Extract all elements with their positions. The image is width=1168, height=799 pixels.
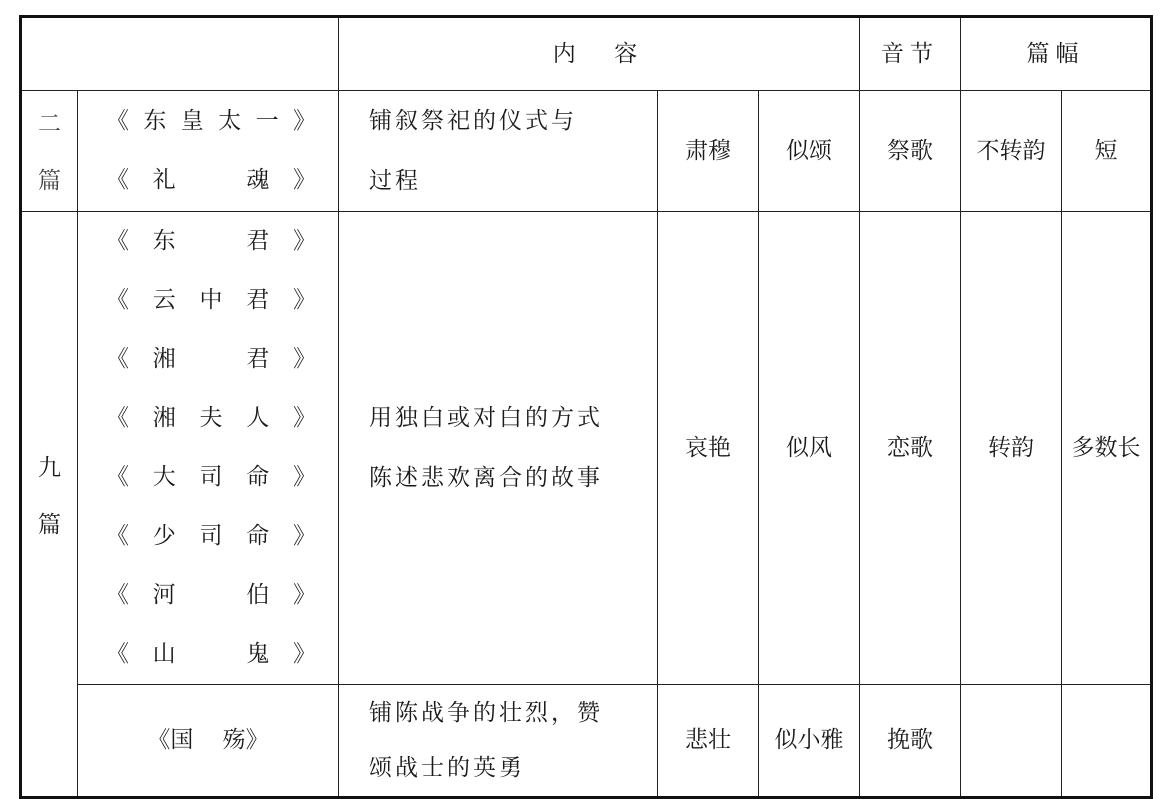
title-char: 河 (152, 582, 176, 608)
title-char: 君 (246, 346, 270, 372)
title-char: 礼 (152, 167, 176, 193)
length-guoshang (1062, 685, 1152, 798)
content-nine (339, 212, 658, 685)
title-char: 东 (152, 228, 176, 254)
header-rhythm: 音节 (860, 17, 961, 91)
content-line: 过程 (369, 167, 421, 194)
header-length: 篇幅 (961, 17, 1152, 91)
header-row (21, 17, 1152, 91)
open-bracket: 《 (106, 641, 129, 667)
content-two (339, 91, 658, 212)
content-line: 颂战士的英勇 (369, 754, 525, 781)
work-title (78, 212, 338, 271)
title-char: 大 (152, 464, 176, 490)
song-two: 祭歌 (860, 91, 961, 212)
title-char: 山 (152, 641, 176, 667)
mood-guoshang: 悲壮 (658, 685, 759, 798)
group-label-nine (21, 212, 78, 798)
open-bracket: 《 (106, 108, 129, 134)
work-title (78, 566, 338, 625)
style-two: 似颂 (759, 91, 860, 212)
work-title (78, 507, 338, 566)
close-bracket: 》 (292, 346, 316, 372)
rhyme-nine: 转韵 (961, 212, 1062, 685)
work-title (78, 389, 338, 448)
title-char: 中 (199, 287, 223, 313)
title-char: 命 (246, 464, 270, 490)
work-title (78, 92, 338, 151)
open-bracket: 《 (106, 346, 129, 372)
open-bracket: 《 (106, 405, 129, 431)
rhyme-guoshang (961, 685, 1062, 798)
row-nine-pieces (21, 212, 1152, 685)
title-char: 湘 (152, 405, 176, 431)
header-empty-cell (21, 17, 339, 91)
title-char: 太 (218, 108, 242, 134)
label-char: 篇 (38, 168, 61, 194)
mood-two: 肃穆 (658, 91, 759, 212)
close-bracket: 》 (292, 582, 316, 608)
group-label-two (21, 91, 78, 212)
label-char: 篇 (38, 512, 61, 538)
work-title (78, 330, 338, 389)
close-bracket: 》 (293, 287, 316, 313)
open-bracket: 《 (106, 167, 129, 193)
title-char: 皇 (180, 108, 204, 134)
close-bracket: 》 (293, 523, 316, 549)
close-bracket: 》 (292, 228, 316, 254)
works-nine (78, 212, 339, 685)
title-char: 君 (246, 228, 270, 254)
works-two (78, 91, 339, 212)
title-char: 夫 (199, 405, 223, 431)
work-title (78, 151, 338, 210)
work-title (78, 448, 338, 507)
table-wrapper (19, 15, 1153, 799)
mood-nine: 哀艳 (658, 212, 759, 685)
open-bracket: 《 (106, 523, 129, 549)
content-line: 用独白或对白的方式 (369, 404, 603, 431)
close-bracket: 》 (292, 108, 316, 134)
title-char: 君 (246, 287, 270, 313)
label-char: 二 (38, 111, 61, 137)
title-char: 少 (152, 523, 176, 549)
rhyme-two: 不转韵 (961, 91, 1062, 212)
content-guoshang (339, 685, 658, 798)
close-bracket: 》 (292, 641, 316, 667)
row-two-pieces (21, 91, 1152, 212)
chuci-comparison-table (19, 15, 1153, 799)
title-char: 司 (199, 464, 223, 490)
title-char: 伯 (246, 582, 270, 608)
length-nine: 多数长 (1062, 212, 1152, 685)
open-bracket: 《 (106, 464, 129, 490)
title-char: 云 (152, 287, 176, 313)
close-bracket: 》 (293, 464, 316, 490)
song-nine: 恋歌 (860, 212, 961, 685)
header-content: 内 容 (339, 17, 860, 91)
title-char: 东 (143, 108, 167, 134)
style-guoshang: 似小雅 (759, 685, 860, 798)
title-char: 湘 (152, 346, 176, 372)
song-guoshang: 挽歌 (860, 685, 961, 798)
open-bracket: 《 (106, 287, 129, 313)
label-char: 九 (38, 455, 61, 481)
row-guoshang (21, 685, 1152, 798)
length-two: 短 (1062, 91, 1152, 212)
title-char: 人 (246, 405, 270, 431)
style-nine: 似风 (759, 212, 860, 685)
title-char: 命 (246, 523, 270, 549)
work-guoshang: 《国 殇》 (78, 685, 339, 798)
title-char: 鬼 (246, 641, 270, 667)
work-title (78, 271, 338, 330)
content-line: 铺陈战争的壮烈，赞 (369, 699, 603, 726)
close-bracket: 》 (292, 167, 316, 193)
title-char: 司 (199, 523, 223, 549)
content-line: 铺叙祭祀的仪式与 (369, 107, 577, 134)
open-bracket: 《 (106, 228, 129, 254)
open-bracket: 《 (106, 582, 129, 608)
close-bracket: 》 (293, 405, 316, 431)
title-char: 一 (255, 108, 279, 134)
content-line: 陈述悲欢离合的故事 (369, 464, 603, 491)
title-char: 魂 (246, 167, 270, 193)
work-title (78, 625, 338, 684)
